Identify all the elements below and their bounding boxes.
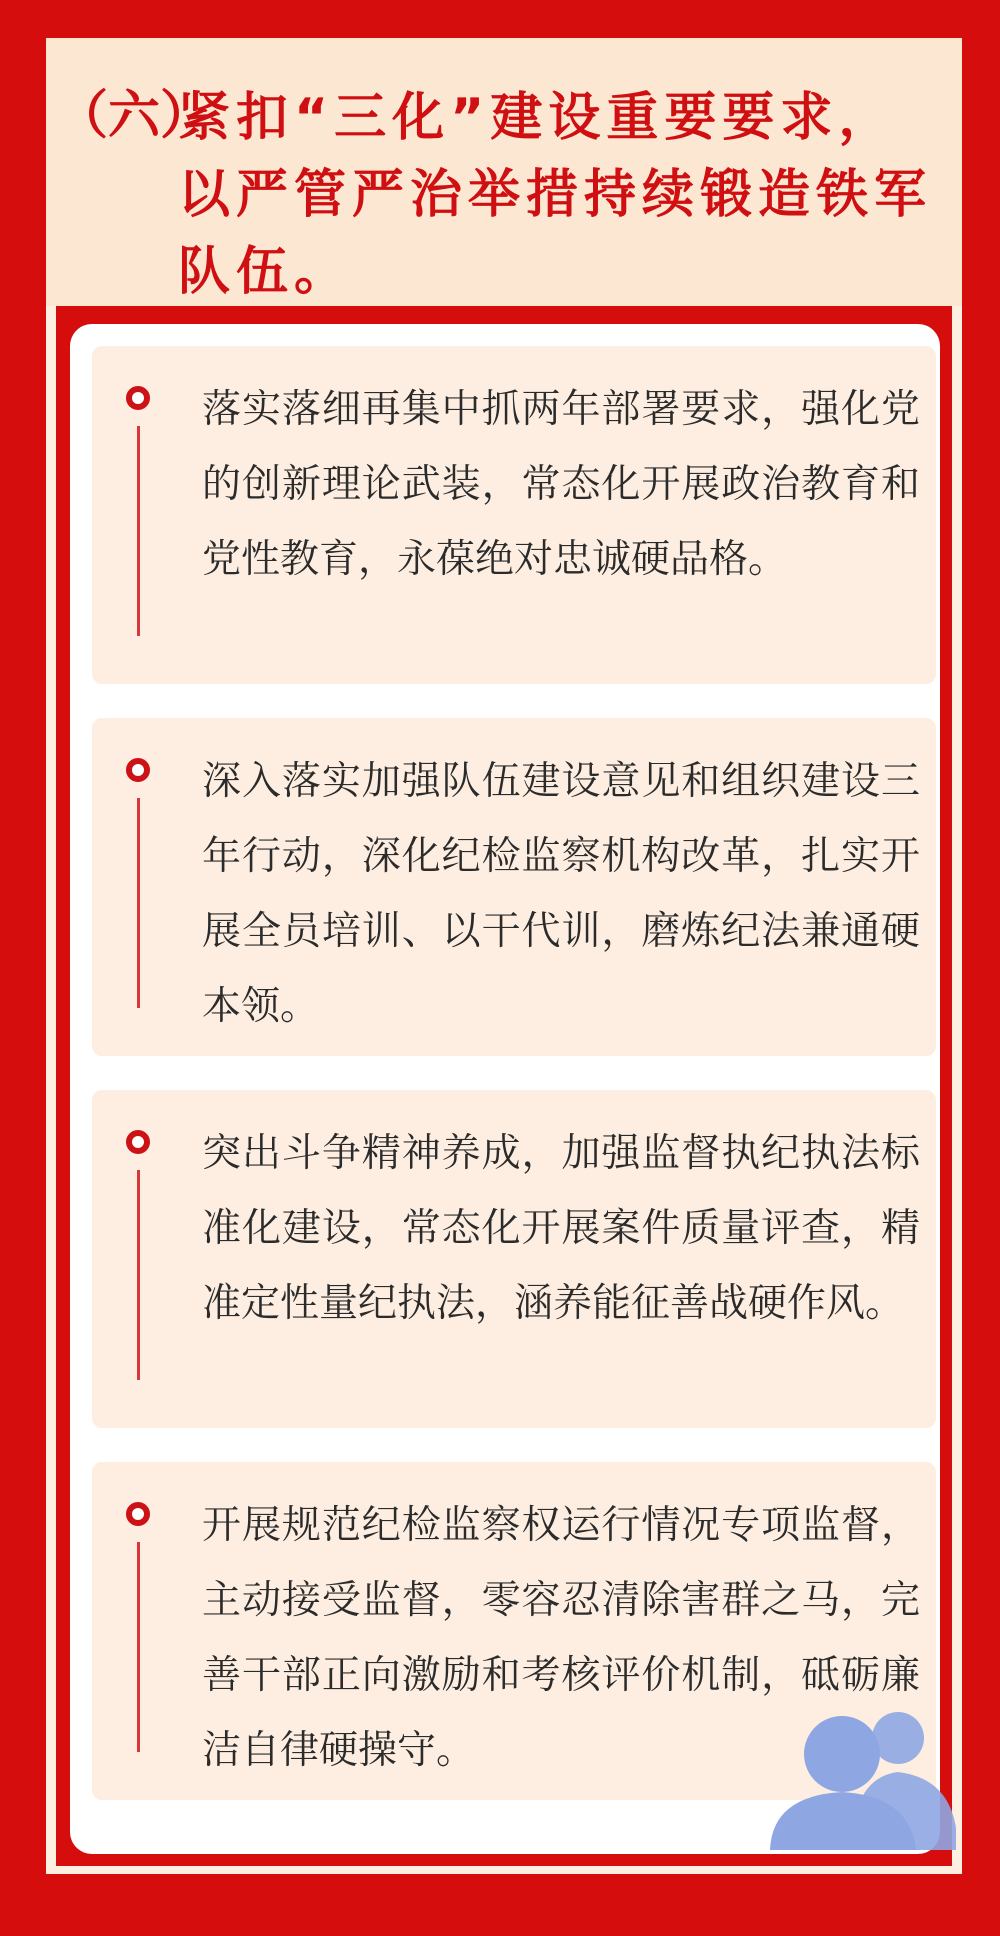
timeline-line (137, 1542, 140, 1752)
content-card (70, 324, 940, 1854)
ring-bullet-icon (126, 386, 150, 410)
content-panel (56, 306, 952, 1866)
list-item-text: 深入落实加强队伍建设意见和组织建设三年行动，深化纪检监察机构改革，扎实开展全员培训、以干代训，磨炼纪法兼通硬本领。 (202, 759, 920, 1029)
ring-bullet-icon (126, 1130, 150, 1154)
section-title: 紧扣“三化”建设重要要求，以严管严治举措持续锻造铁军队伍。 (178, 88, 933, 302)
timeline-line (137, 426, 140, 636)
ring-bullet-icon (126, 758, 150, 782)
people-icon (770, 1700, 960, 1850)
section-header (46, 38, 962, 306)
list-item-text: 突出斗争精神养成，加强监督执纪执法标准化建设，常态化开展案件质量评查，精准定性量纪执法，涵养能征善战硬作风。 (202, 1131, 920, 1326)
list-item-text: 落实落细再集中抓两年部署要求，强化党的创新理论武装，常态化开展政治教育和党性教育，永葆绝对忠诚硬品格。 (202, 387, 920, 582)
list-item-text: 开展规范纪检监察权运行情况专项监督，主动接受监督，零容忍清除害群之马，完善干部正向激励和考核评价机制，砥砺廉洁自律硬操守。 (202, 1503, 920, 1773)
list-item (92, 718, 936, 1056)
timeline-line (137, 1170, 140, 1380)
ring-bullet-icon (126, 1502, 150, 1526)
outer-frame (46, 38, 962, 1874)
section-number: （六） (56, 86, 213, 146)
timeline-line (137, 798, 140, 1008)
list-item (92, 346, 936, 684)
list-item (92, 1090, 936, 1428)
